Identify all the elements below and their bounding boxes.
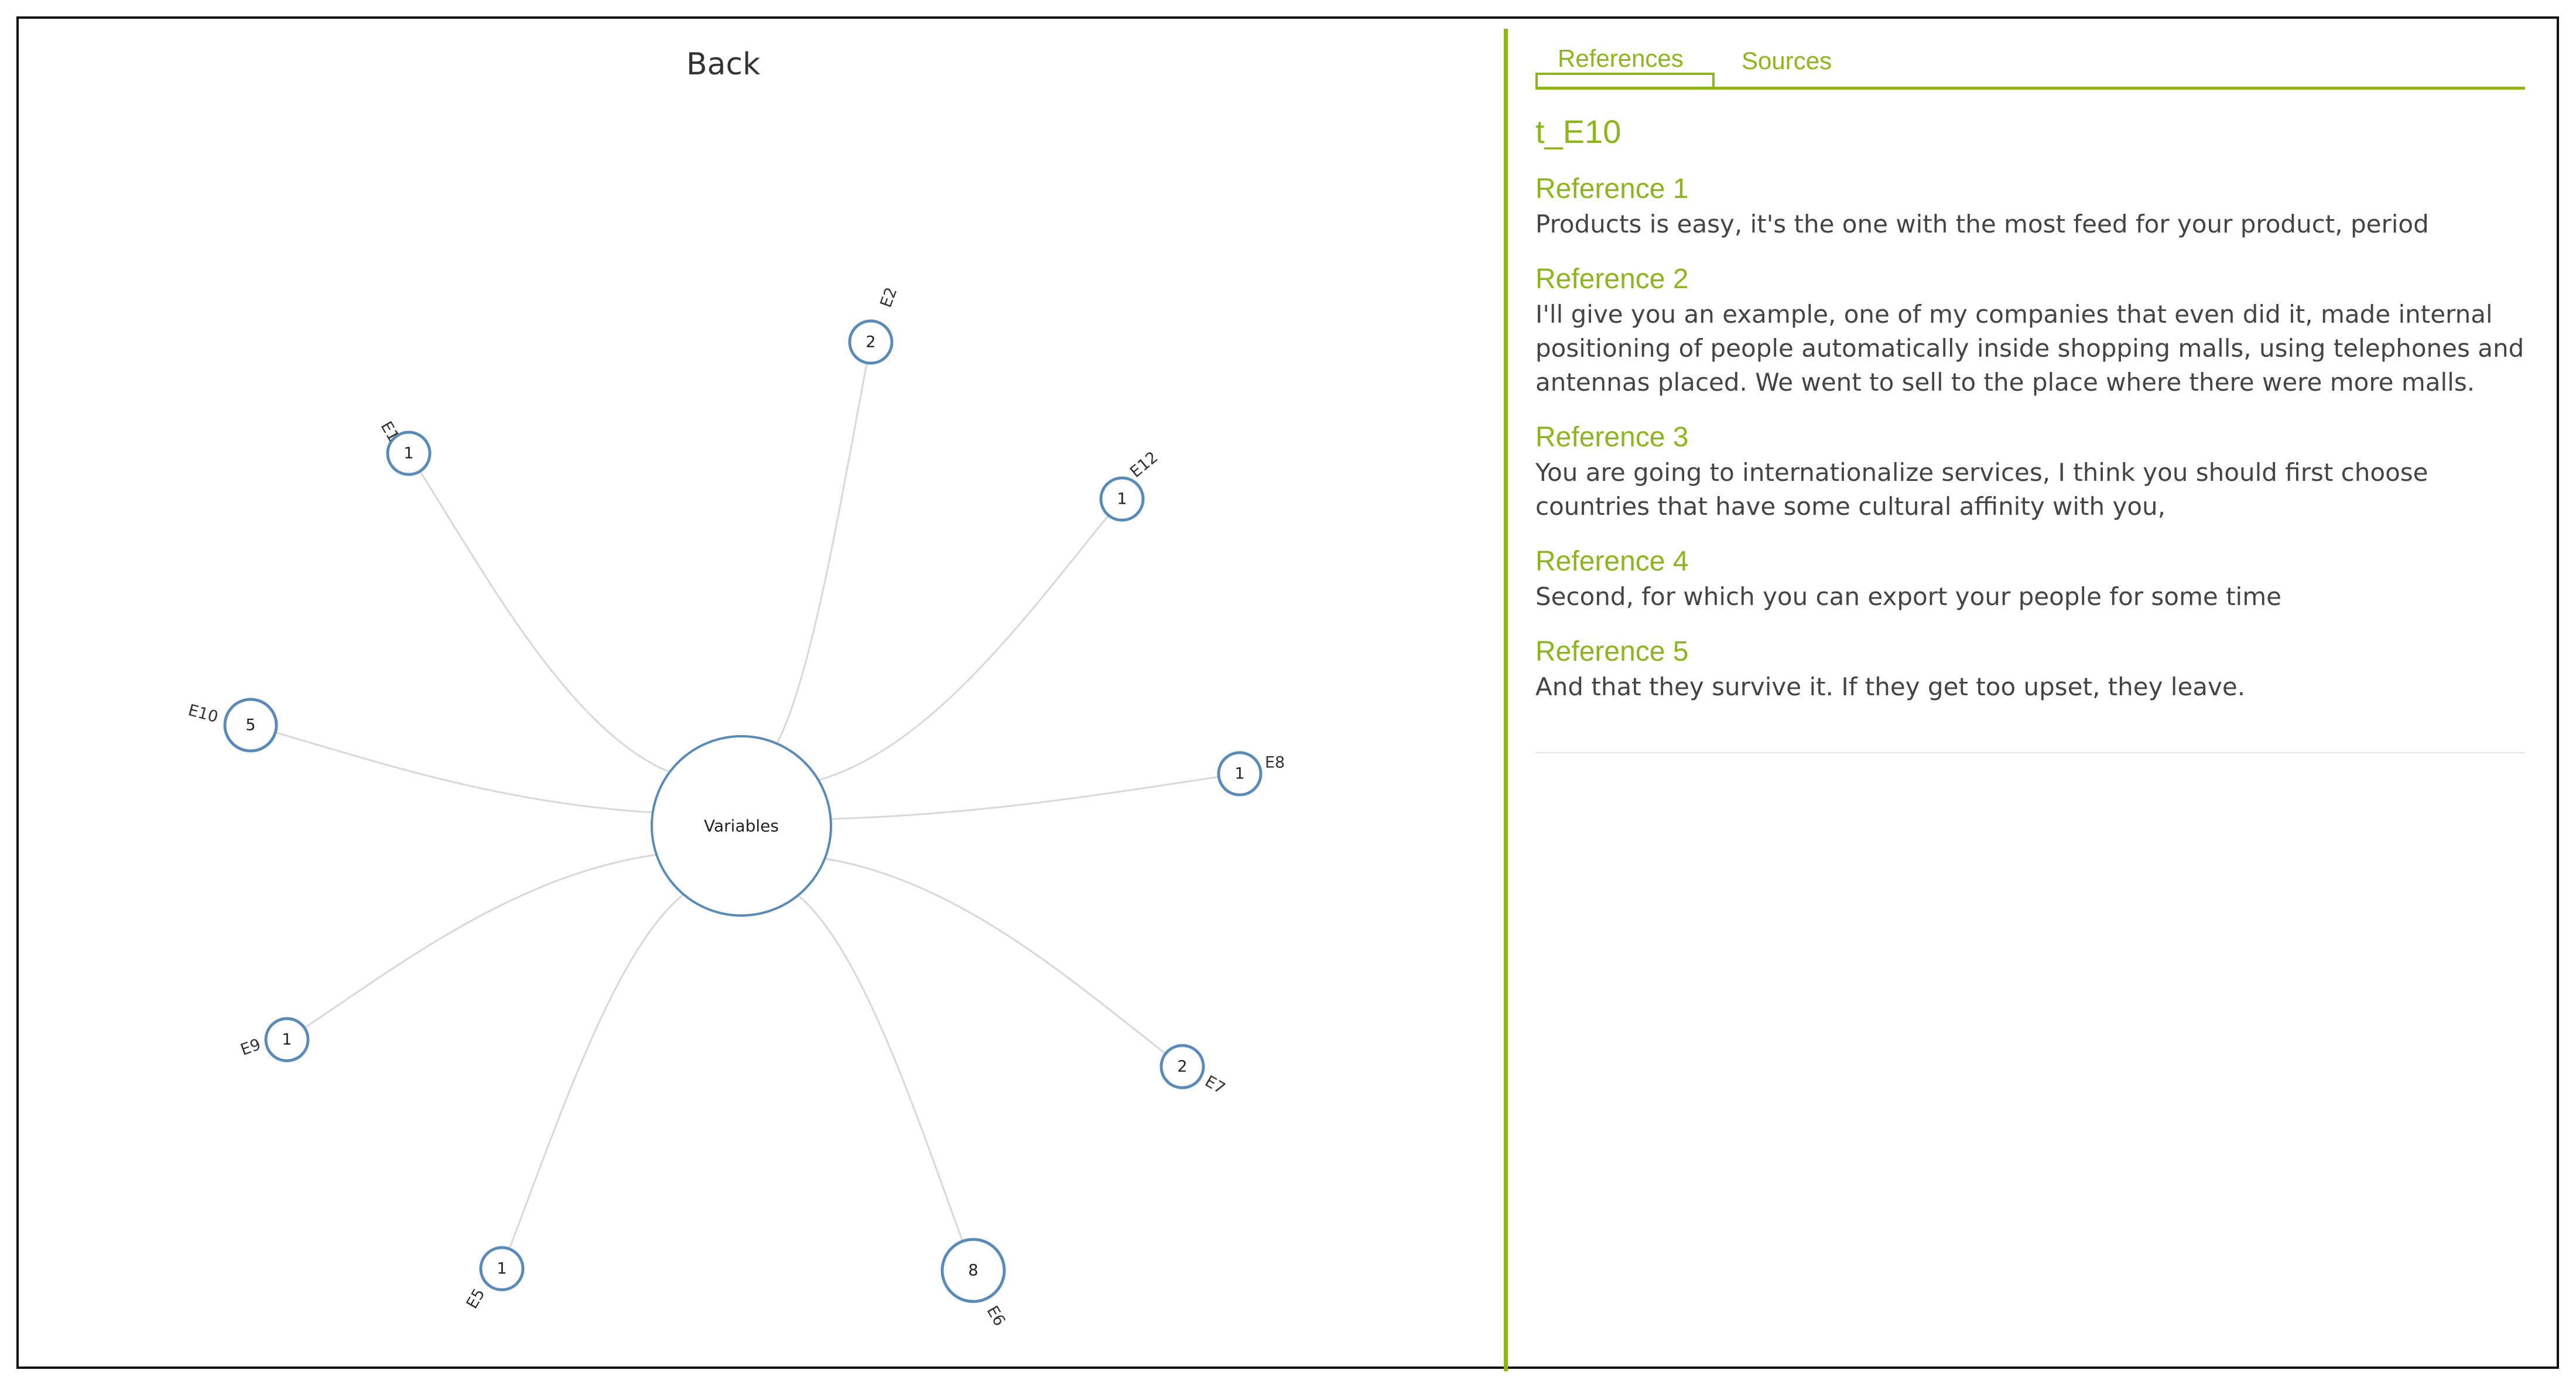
reference-item — [1535, 419, 2531, 524]
graph-edge — [769, 879, 973, 1270]
graph-edge — [502, 879, 713, 1269]
graph-node-count: 2 — [865, 333, 876, 351]
tab-underline — [1535, 87, 2525, 90]
graph-pane — [19, 19, 1504, 1366]
tab-references-label: References — [1558, 45, 1684, 72]
graph-node-e7[interactable] — [1161, 1046, 1228, 1098]
graph-node-count: 1 — [1117, 490, 1127, 508]
graph-node-e10[interactable] — [186, 699, 276, 751]
reference-title: Reference 1 — [1535, 173, 1689, 204]
graph-edge — [251, 725, 682, 814]
reference-item — [1535, 634, 2531, 704]
pane-divider[interactable] — [1504, 29, 1508, 1371]
graph-node-e2[interactable] — [850, 285, 901, 363]
graph-node-e1[interactable] — [377, 418, 430, 474]
active-tab-indicator — [1535, 73, 1715, 88]
graph-edge — [801, 774, 1240, 819]
reference-title: Reference 5 — [1535, 636, 1689, 667]
graph-node-label: E12 — [1127, 448, 1162, 481]
app-frame — [16, 16, 2559, 1369]
reference-text: Products is easy, it's the one with the most feed for your product, period — [1535, 210, 2429, 238]
graph-node-label: E7 — [1202, 1072, 1229, 1098]
reference-item — [1535, 171, 2531, 241]
graph-edge — [794, 855, 1182, 1067]
graph-edge — [787, 499, 1122, 787]
graph-node-e5[interactable] — [463, 1248, 523, 1312]
graph-node-label: E10 — [186, 701, 220, 727]
center-node-label: Variables — [704, 816, 779, 836]
graph-node-label: E8 — [1265, 753, 1285, 772]
radial-graph[interactable] — [19, 19, 1504, 1366]
tab-sources[interactable] — [1742, 47, 1832, 75]
graph-node-count: 1 — [1234, 764, 1245, 783]
graph-node-e12[interactable] — [1101, 448, 1161, 520]
reference-text: You are going to internationalize services, I think you should first choose countries that have some cultural affinity with you, — [1535, 458, 2428, 521]
graph-node-e6[interactable] — [942, 1239, 1009, 1329]
tab-bar — [1535, 19, 2525, 89]
reference-text: I'll give you an example, one of my companies that even did it, made internal positioning of people automatically inside shopping malls, using telephones and antennas placed. We went to sell to the place where there were more malls. — [1535, 300, 2524, 397]
graph-node-count: 1 — [497, 1259, 507, 1278]
graph-node-label: E5 — [463, 1285, 489, 1312]
graph-edge — [409, 453, 702, 781]
details-pane — [1535, 19, 2548, 1366]
reference-item — [1535, 261, 2531, 399]
graph-node-count: 1 — [403, 444, 414, 463]
graph-node-count: 2 — [1177, 1057, 1188, 1076]
reference-item — [1535, 544, 2531, 614]
graph-node-count: 5 — [245, 716, 256, 735]
graph-node-label: E1 — [377, 418, 403, 445]
reference-title: Reference 2 — [1535, 264, 1689, 295]
tab-references[interactable] — [1535, 32, 1715, 88]
graph-node-e9[interactable] — [238, 1019, 308, 1061]
back-link[interactable]: Back — [686, 47, 761, 82]
graph-node-count: 8 — [968, 1261, 979, 1280]
reference-list — [1535, 171, 2531, 724]
graph-node-e8[interactable] — [1219, 753, 1285, 795]
graph-node-label: E6 — [983, 1303, 1009, 1330]
center-node[interactable] — [652, 736, 831, 915]
graph-edge — [757, 342, 871, 768]
graph-edge — [287, 852, 687, 1040]
reference-list-divider — [1535, 752, 2525, 753]
reference-title: Reference 4 — [1535, 546, 1689, 577]
reference-text: Second, for which you can export your people for some time — [1535, 582, 2281, 611]
tab-sources-label: Sources — [1742, 47, 1832, 74]
selected-node-title: t_E10 — [1535, 113, 1621, 150]
graph-node-count: 1 — [282, 1030, 292, 1049]
reference-title: Reference 3 — [1535, 422, 1689, 453]
graph-node-label: E9 — [238, 1035, 264, 1060]
graph-node-label: E2 — [877, 285, 901, 310]
reference-text: And that they survive it. If they get too upset, they leave. — [1535, 672, 2246, 701]
